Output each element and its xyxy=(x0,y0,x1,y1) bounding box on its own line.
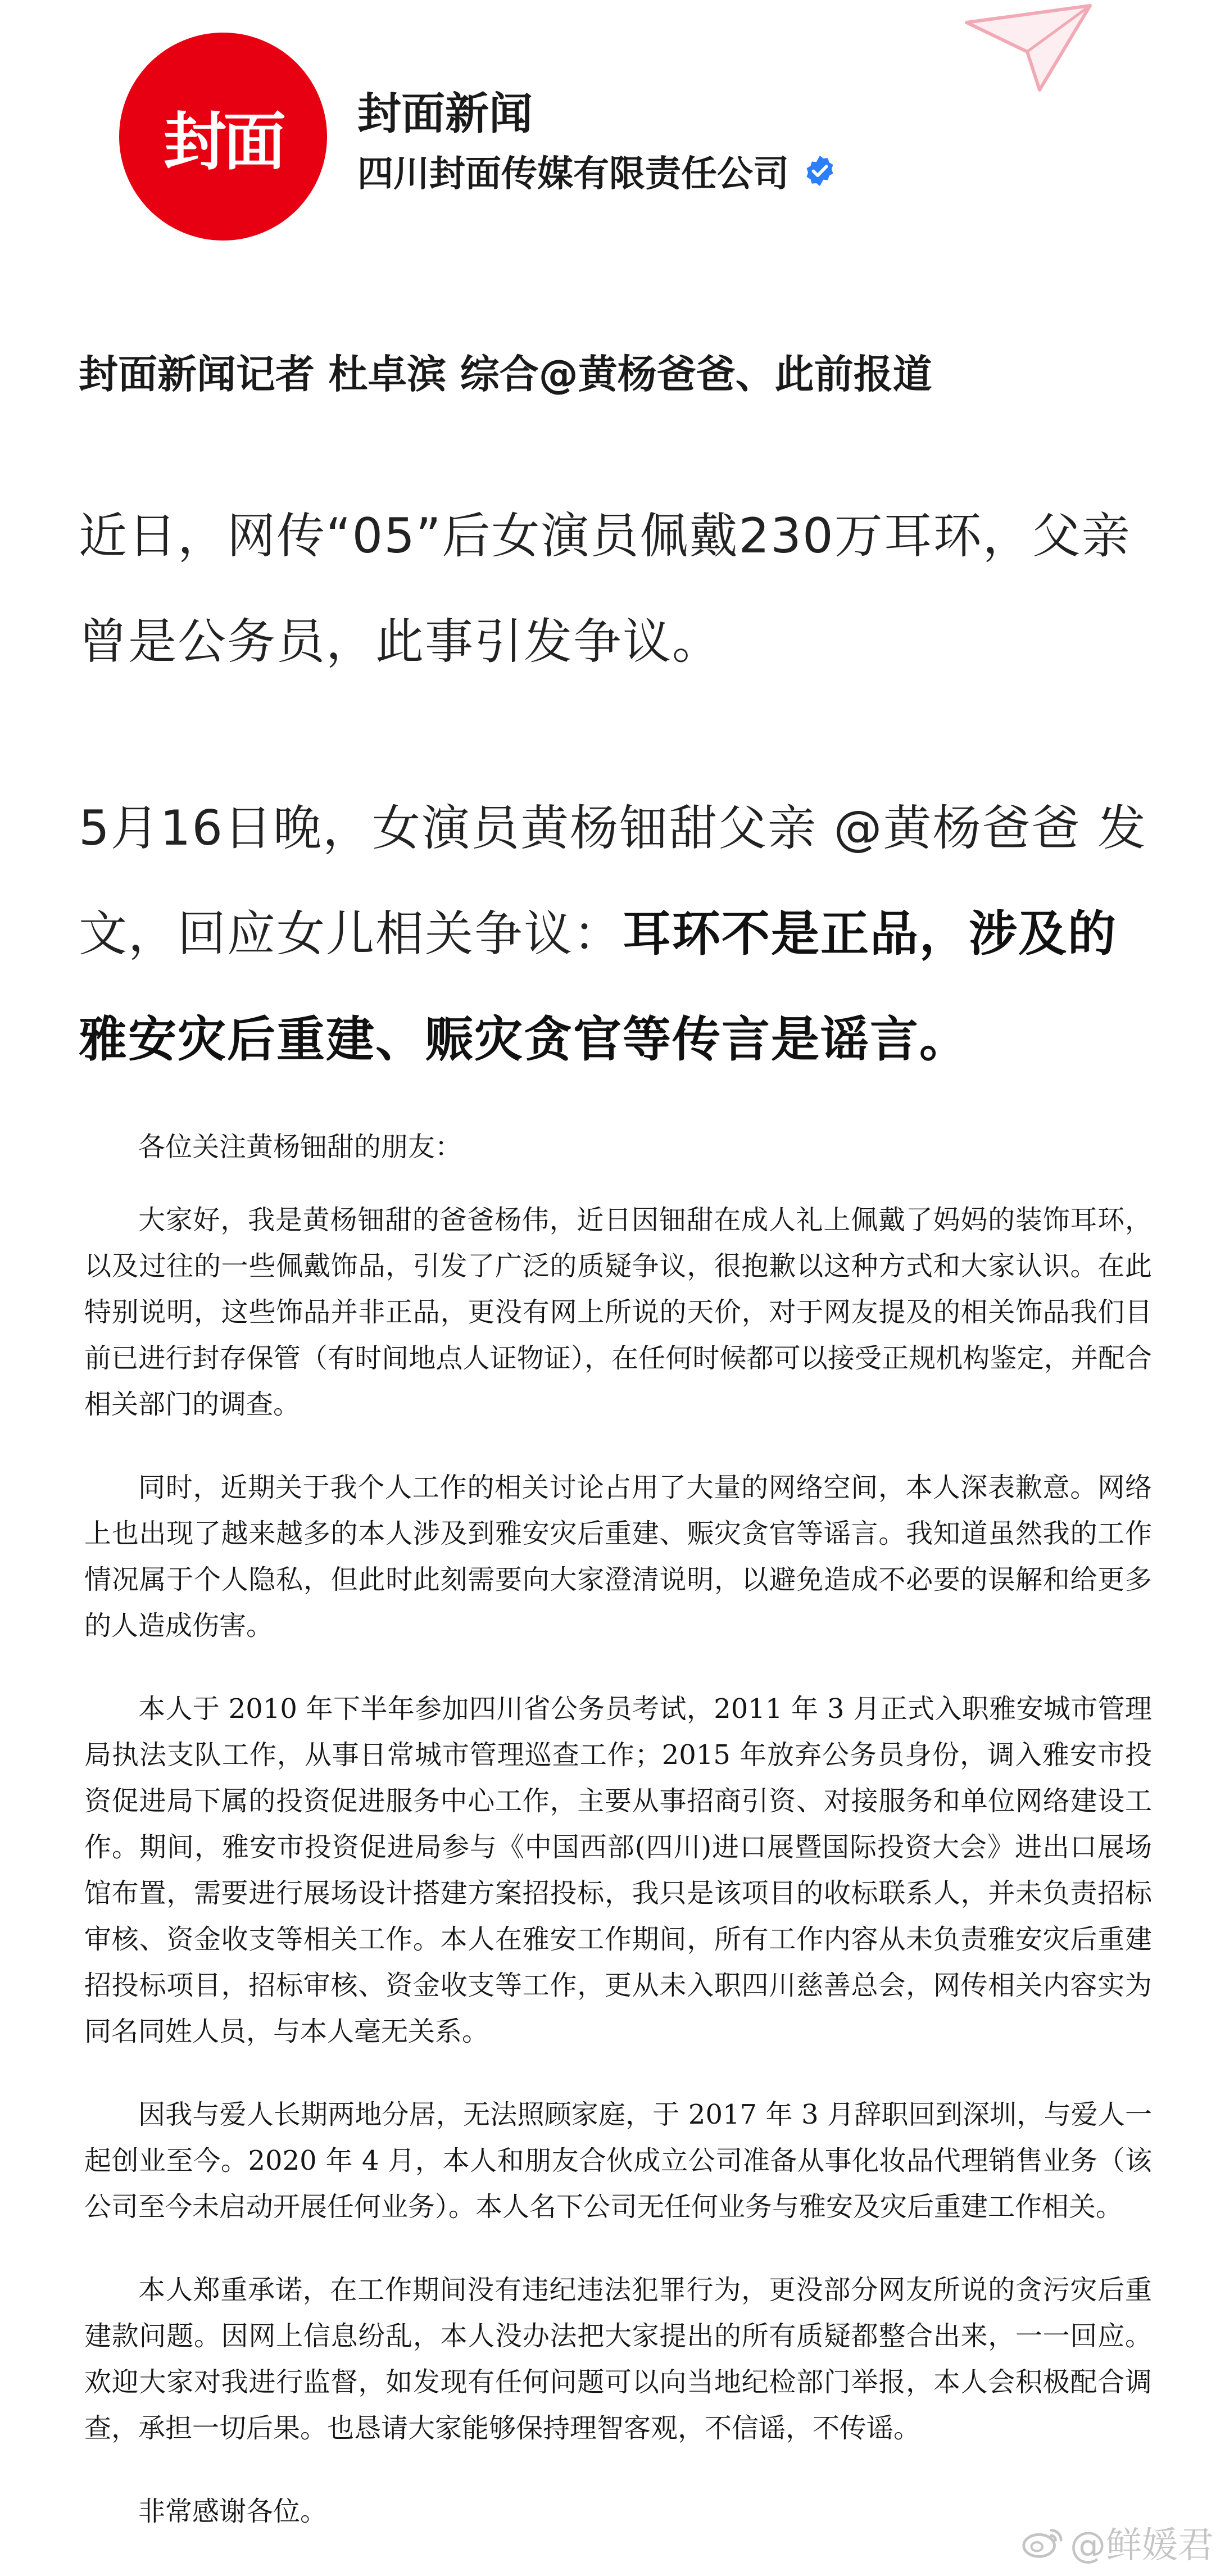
statement-paragraph-4: 因我与爱人长期两地分居，无法照顾家庭，于 2017 年 3 月辞职回到深圳，与爱人一起创业至今。2020 年 4 月，本人和朋友合伙成立公司准备从事化妆品代理销售业务（该公司至今未启动开展任何业务）。本人名下公司无任何业务与雅安及灾后重建工作相关。 xyxy=(84,2099,1152,2223)
verified-badge-icon xyxy=(802,153,837,188)
statement-body xyxy=(84,1124,1152,2572)
statement-paragraph-5: 本人郑重承诺，在工作期间没有违纪违法犯罪行为，更没部分网友所说的贪污灾后重建款问题。因网上信息纷乱，本人没办法把大家提出的所有质疑都整合出来，一一回应。欢迎大家对我进行监督，如发现有任何问题可以向当地纪检部门举报，本人会积极配合调查，承担一切后果。也恳请大家能够保持理智客观，不信谣，不传谣。 xyxy=(84,2274,1152,2444)
share-arrow-icon[interactable] xyxy=(955,0,1101,96)
statement-paragraph-1: 大家好，我是黄杨钿甜的爸爸杨伟，近日因钿甜在成人礼上佩戴了妈妈的装饰耳环，以及过往的一些佩戴饰品，引发了广泛的质疑争议，很抱歉以这种方式和大家认识。在此特别说明，这些饰品并非正品，更没有网上所说的天价，对于网友提及的相关饰品我们目前已进行封存保管（有时间地点人证物证），在任何时候都可以接受正规机构鉴定，并配合相关部门的调查。 xyxy=(84,1204,1152,1420)
article-byline: 封面新闻记者 杜卓滨 综合@黄杨爸爸、此前报道 xyxy=(79,351,932,397)
source-header xyxy=(0,0,1225,292)
watermark-text: @鲜媛君 xyxy=(1070,2525,1214,2566)
statement-salutation: 各位关注黄杨钿甜的朋友： xyxy=(138,1131,462,1163)
lead-normal-text: 5月16日晚，女演员黄杨钿甜父亲 @黄杨爸爸 发文，回应女儿相关争议： xyxy=(79,800,1147,962)
source-logo[interactable] xyxy=(119,33,327,241)
lead-paragraph-1: 近日，网传“05”后女演员佩戴230万耳环，父亲曾是公务员，此事引发争议。 xyxy=(79,508,1131,670)
statement-paragraph-2: 同时，近期关于我个人工作的相关讨论占用了大量的网络空间，本人深表歉意。网络上也出现了越来越多的本人涉及到雅安灾后重建、赈灾贪官等谣言。我知道虽然我的工作情况属于个人隐私，但此时此刻需要向大家澄清说明，以避免造成不必要的误解和给更多的人造成伤害。 xyxy=(84,1472,1152,1641)
lead-bold-text: 耳环不是正品，涉及的雅安灾后重建、赈灾贪官等传言是谣言。 xyxy=(79,906,1117,1068)
lead-paragraph-2 xyxy=(79,775,1158,1092)
company-name: 四川封面传媒有限责任公司 xyxy=(357,153,789,195)
logo-text: 封面 xyxy=(164,105,283,179)
weibo-icon xyxy=(1020,2524,1064,2560)
source-name[interactable]: 封面新闻 xyxy=(357,89,533,139)
company-row xyxy=(357,145,837,197)
statement-paragraph-3: 本人于 2010 年下半年参加四川省公务员考试，2011 年 3 月正式入职雅安城市管理局执法支队工作，从事日常城市管理巡查工作；2015 年放弃公务员身份，调入雅安市投资促进局下属的投资促进服务中心工作，主要从事招商引资、对接服务和单位网络建设工作。期间，雅安市投资促进局参与《中国西部(四川)进口展暨国际投资大会》进出口展场馆布置，需要进行展场设计搭建方案招投标，我只是该项目的收标联系人，并未负责招标审核、资金收支等相关工作。本人在雅安工作期间，所有工作内容从未负责雅安灾后重建招投标项目，招标审核、资金收支等工作，更从未入职四川慈善总会，网传相关内容实为同名同姓人员，与本人毫无关系。 xyxy=(84,1693,1152,2047)
weibo-watermark xyxy=(1020,2516,1214,2568)
statement-closing: 非常感谢各位。 xyxy=(138,2496,328,2527)
